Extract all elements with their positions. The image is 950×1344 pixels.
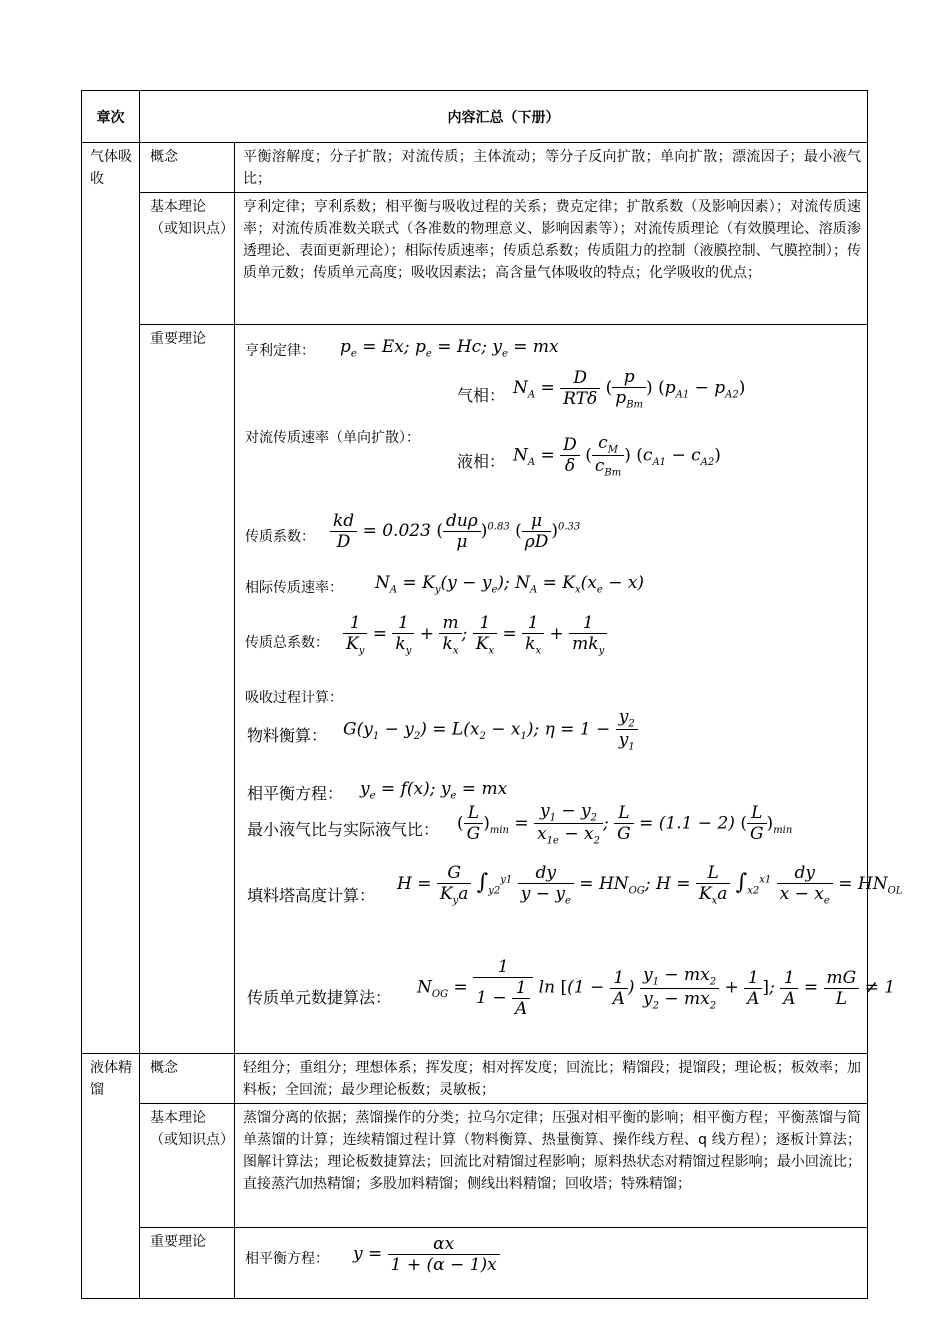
packing-height-formula: H = $\frac{G}{K_ya}$ $\int_{y2}^{y1}$ $\frac{dy}{y - y_e}$ = $HN_{OG}$; H = $\frac{L}{K_xa}$ $\int_{x2}^{x1}$ $\frac{dy}{x - x_e}$ = $HN_{OL}$ bbox=[397, 863, 903, 907]
table-row bbox=[82, 143, 868, 193]
formula-block-distillation bbox=[235, 1228, 868, 1299]
gas-phase-label: 气相： bbox=[457, 386, 506, 405]
distill-equilibrium-formula: y = $\frac{\alpha x}{1 + (\alpha - 1)x}$ bbox=[353, 1234, 500, 1275]
chapter-distillation: 液体精馏 bbox=[82, 1054, 140, 1299]
interphase-formula: $N_A = K_y(y - y_e)$; $N_A = K_x(x_e - x)$ bbox=[375, 573, 645, 596]
distill-equilibrium-label: 相平衡方程： bbox=[245, 1251, 329, 1267]
row-text: 平衡溶解度；分子扩散；对流传质；主体流动；等分子反向扩散；单向扩散；漂流因子；最小液气比； bbox=[235, 143, 868, 193]
table-row bbox=[82, 1054, 868, 1104]
overall-coef-formula: $\frac{1}{K_y}$ = $\frac{1}{k_y}$ + $\frac{m}{k_x}$ ; $\frac{1}{K_x}$ = $\frac{1}{k_x}$ + $\frac{1}{mk_y}$ bbox=[343, 613, 607, 656]
row-label: 重要理论 bbox=[140, 325, 235, 1054]
liquid-phase-label: 液相： bbox=[457, 452, 506, 471]
formula-block-absorption bbox=[235, 325, 903, 1054]
henry-label: 亨利定律： bbox=[245, 343, 315, 359]
packing-height-label: 填料塔高度计算： bbox=[247, 886, 376, 905]
table-row bbox=[82, 1104, 868, 1228]
row-label: 基本理论（或知识点） bbox=[140, 1104, 235, 1228]
absorption-calc-label: 吸收过程计算： bbox=[245, 690, 343, 706]
ntu-label: 传质单元数捷算法： bbox=[247, 988, 392, 1007]
row-label: 重要理论 bbox=[140, 1228, 235, 1299]
overall-coef-label: 传质总系数： bbox=[245, 635, 329, 651]
row-text: 亨利定律；亨利系数；相平衡与吸收过程的关系；费克定律；扩散系数（及影响因素）；对流传质速率；对流传质准数关联式（各准数的物理意义、影响因素等）；对流传质理论（有效膜理论、溶质渗透理论、表面更新理论）；相际传质速率；传质总系数；传质阻力的控制（液膜控制、气膜控制）；传质单元数；传质单元高度；吸收因素法；高含量气体吸收的特点；化学吸收的优点； bbox=[235, 193, 868, 325]
equilibrium-eq-formula: $y_e = f(x)$; $y_e$ = mx bbox=[360, 779, 508, 802]
summary-table bbox=[81, 90, 903, 1299]
row-label: 概念 bbox=[140, 143, 235, 193]
material-balance-label: 物料衡算： bbox=[247, 726, 328, 745]
row-text: 蒸馏分离的依据；蒸馏操作的分类；拉乌尔定律；压强对相平衡的影响；相平衡方程；平衡蒸馏与简单蒸馏的计算；连续精馏过程计算（物料衡算、热量衡算、操作线方程、q 线方程）；逐板计算法；图解计算法；理论板数捷算法；回流比对精馏过程影响；原料热状态对精馏过程影响；最小回流比；直接蒸汽加热精馏；多股加料精馏；侧线出料精馏；回收塔；特殊精馏； bbox=[235, 1104, 868, 1228]
min-ratio-label: 最小液气比与实际液气比： bbox=[247, 820, 440, 839]
row-label: 概念 bbox=[140, 1054, 235, 1104]
liquid-phase-formula: $N_A$ = $\frac{D}{\delta}$ ( $\frac{c_M}{c_{Bm}}$ ) $(c_{A1} - c_{A2})$ bbox=[513, 433, 721, 479]
header-row bbox=[82, 91, 868, 143]
mass-coef-formula: $\frac{kd}{D}$ = 0.023 ( $\frac{\text{duρ}}{\mu}$ )$^{0.83}$ ( $\frac{\mu}{\rho D}$ )$^{0.33}$ bbox=[330, 511, 580, 552]
mass-coef-label: 传质系数： bbox=[245, 529, 315, 545]
header-content: 内容汇总（下册） bbox=[140, 91, 868, 143]
row-text: 轻组分；重组分；理想体系；挥发度；相对挥发度；回流比；精馏段；提馏段；理论板；板效率；加料板；全回流；最少理论板数；灵敏板； bbox=[235, 1054, 868, 1104]
interphase-label: 相际传质速率： bbox=[245, 580, 343, 596]
convective-label: 对流传质速率（单向扩散）： bbox=[245, 430, 420, 446]
chapter-gas-absorption: 气体吸收 bbox=[82, 143, 140, 1054]
ntu-formula: $N_{OG}$ = 1 1 − $\frac{1}{A}$ ln [(1 − $\frac{1}{A}$ ) $\frac{y_1 - mx_2}{y_2 - mx_2}$ + $\frac{1}{A}$ ]; $\frac{1}{A}$ = $\frac{mG}{L}$ ≠ 1 bbox=[417, 957, 896, 1019]
table-row bbox=[82, 193, 868, 325]
gas-phase-formula: $N_A$ = $\frac{D}{\text{RTδ}}$ ( $\frac{p}{p_{Bm}}$ ) $(p_{A1} - p_{A2})$ bbox=[513, 367, 746, 411]
header-chapter: 章次 bbox=[82, 91, 140, 143]
min-ratio-formula: ( $\frac{L}{G}$ )$_{min}$ = $\frac{y_1 - y_2}{x_{1e} - x_2}$ ; $\frac{L}{G}$ = (1.1 − 2) ( $\frac{L}{G}$ )$_{min}$ bbox=[457, 801, 793, 847]
table-row bbox=[82, 325, 868, 1054]
henry-formula: $p_e = Ex$; $p_e = Hc$; $y_e$ = mx bbox=[340, 337, 559, 360]
row-label: 基本理论（或知识点） bbox=[140, 193, 235, 325]
material-balance-formula: $G(y_1 - y_2) = L(x_2 - x_1)$; η = 1 − $\frac{y_2}{y_1}$ bbox=[343, 707, 638, 753]
table-row bbox=[82, 1228, 868, 1299]
equilibrium-eq-label: 相平衡方程： bbox=[247, 784, 344, 803]
